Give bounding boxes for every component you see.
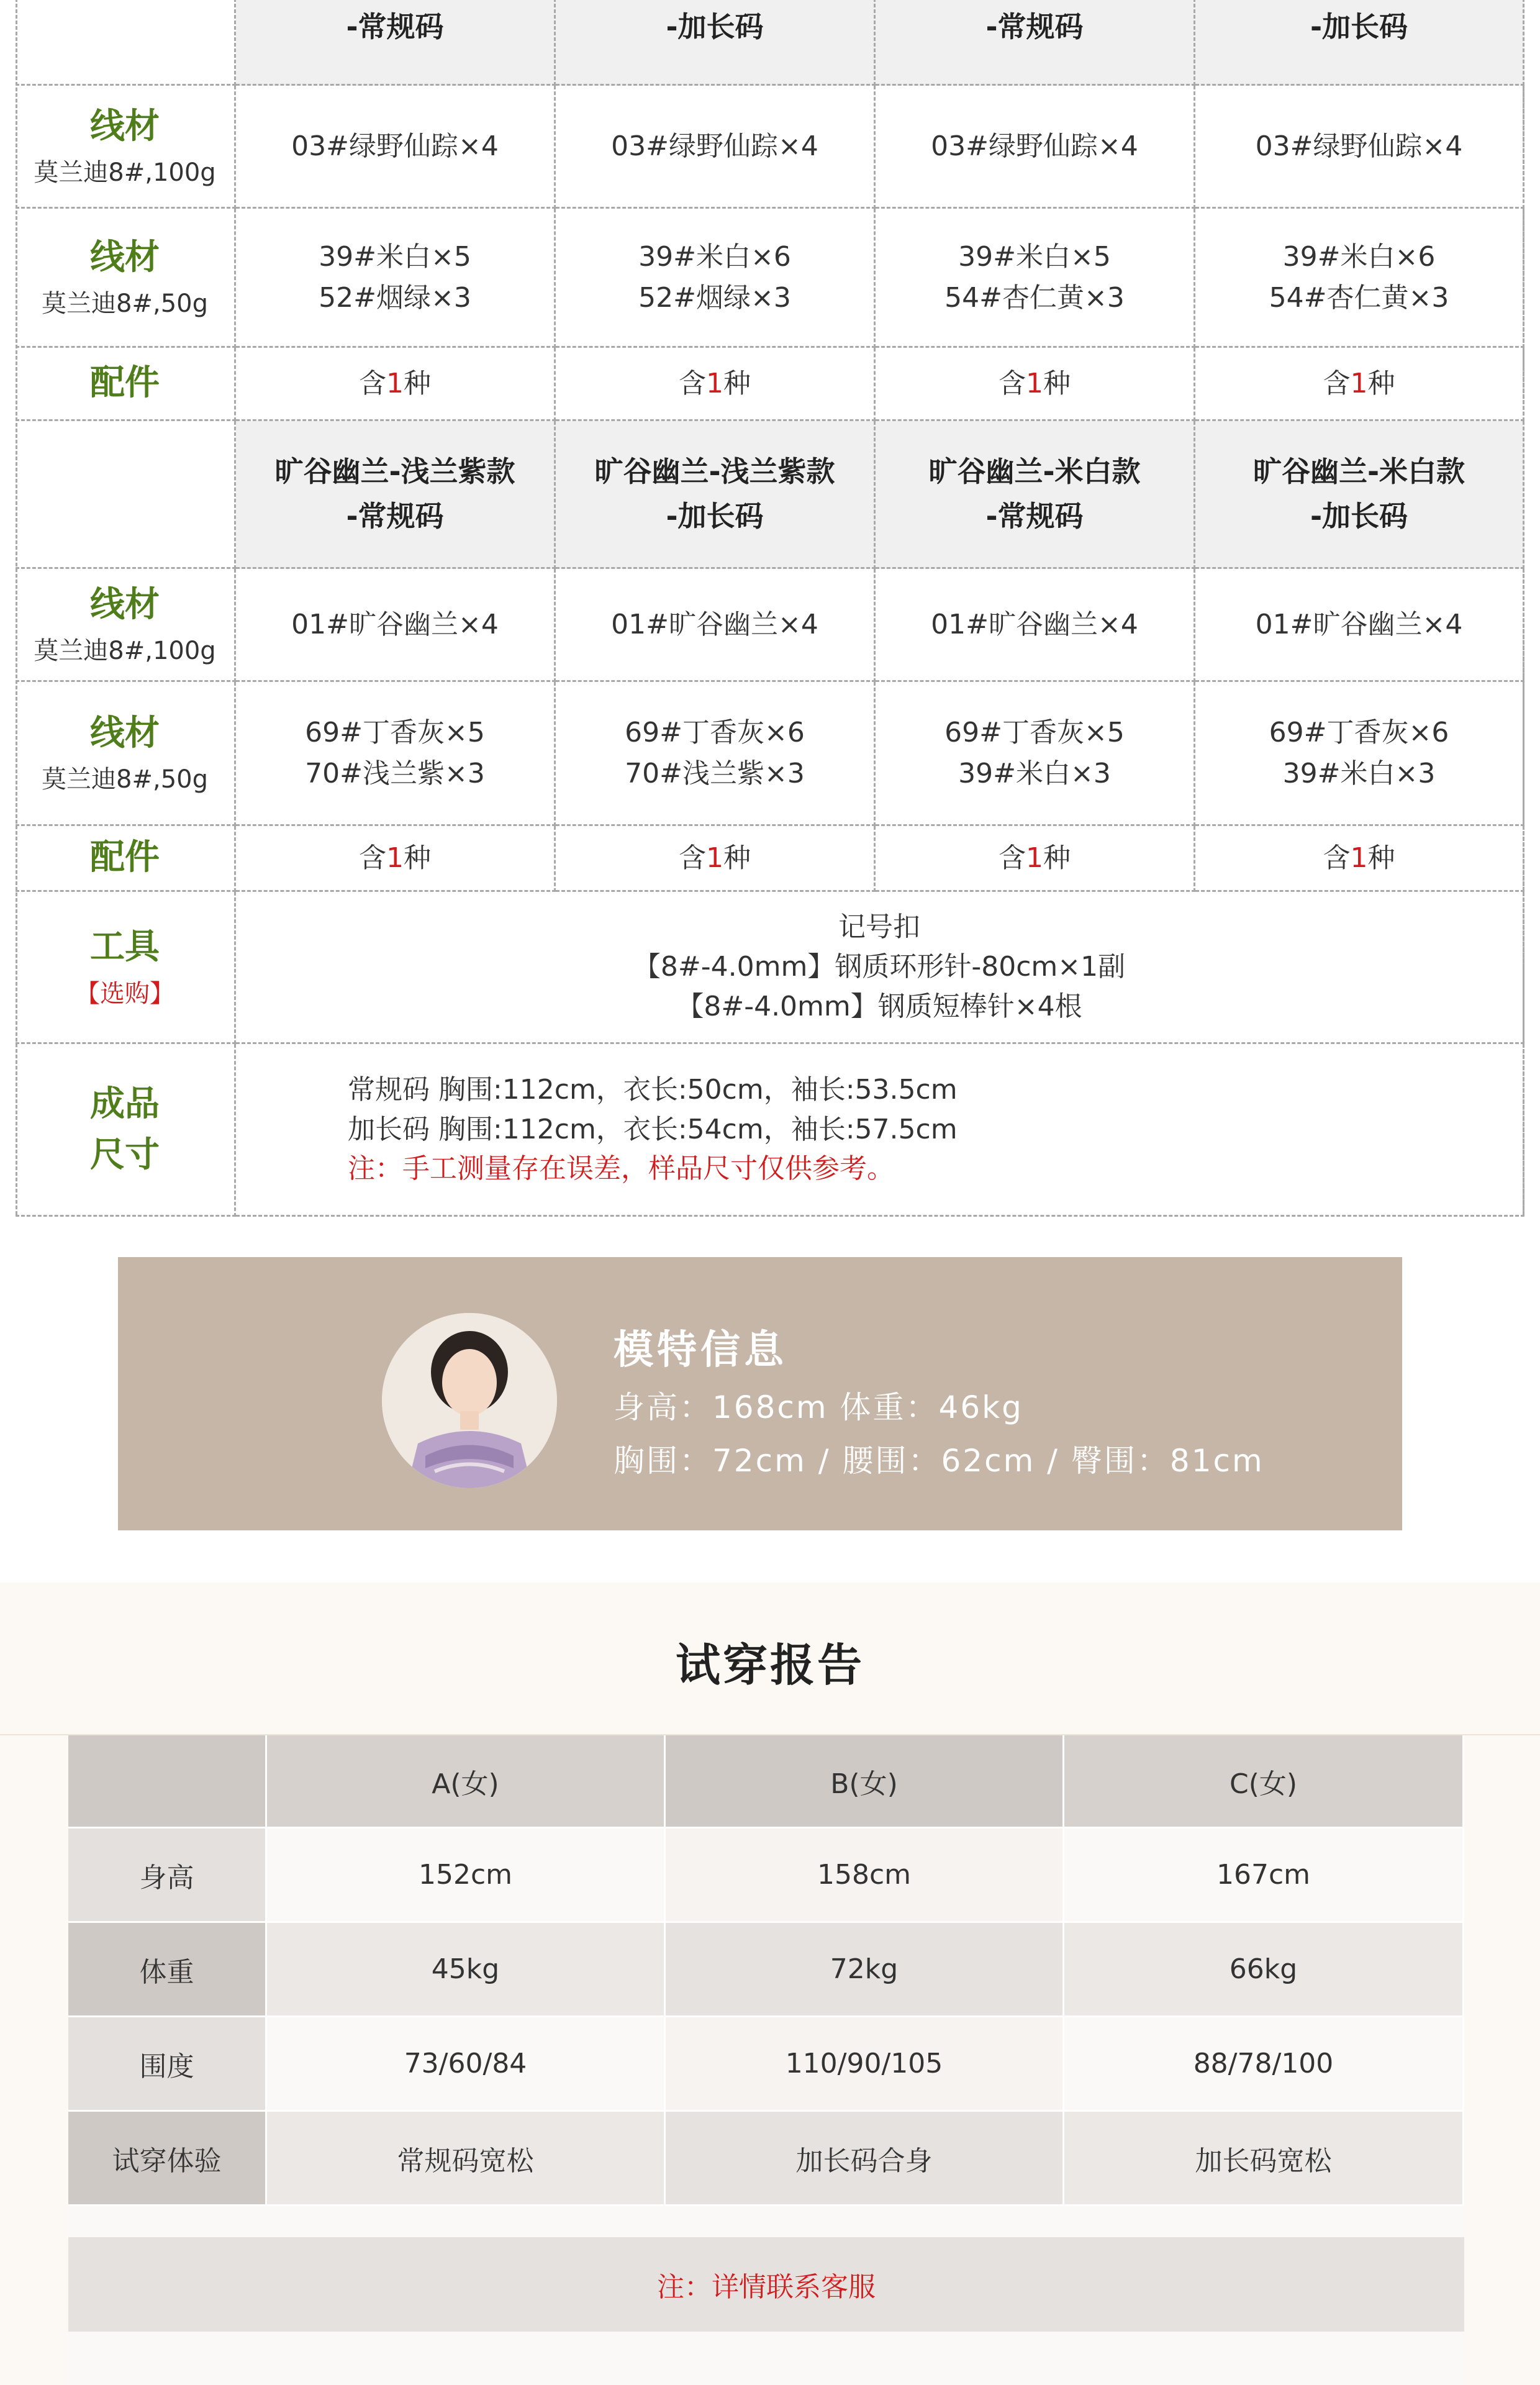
header-corner-bottom <box>16 421 236 569</box>
report-cell-text: 66kg <box>1229 1953 1298 1985</box>
model-info-title: 模特信息 <box>614 1327 787 1373</box>
report-note <box>68 2237 1464 2332</box>
acc-count: 1 <box>1350 842 1368 874</box>
yarn-cell <box>556 682 876 826</box>
row-label-sub: 莫兰迪8#,50g <box>42 289 208 319</box>
acc-count: 1 <box>1026 367 1043 399</box>
report-cell <box>1064 1923 1464 2017</box>
row-label-sub: 莫兰迪8#,100g <box>34 637 216 666</box>
acc-count: 1 <box>386 842 404 874</box>
yarn-cell-text: 39#米白×6 54#杏仁黄×3 <box>1269 240 1449 314</box>
yarn-cell <box>236 86 556 209</box>
variant-header-text: -常规码 <box>346 9 444 43</box>
report-cell-text: 110/90/105 <box>785 2048 943 2079</box>
accessory-text <box>1323 363 1395 404</box>
row-label-main: 线材 <box>90 237 160 278</box>
acc-suffix: 种 <box>404 842 431 874</box>
row-label-yarn <box>16 569 236 682</box>
acc-suffix: 种 <box>1043 842 1071 874</box>
yarn-cell <box>236 682 556 826</box>
variant-header <box>236 421 556 569</box>
acc-count: 1 <box>706 367 723 399</box>
yarn-cell <box>876 209 1195 348</box>
model-info-card <box>118 1257 1402 1530</box>
header-corner-top <box>16 0 236 86</box>
accessory-cell <box>1195 826 1524 892</box>
row-label-main: 成品 尺寸 <box>90 1084 160 1175</box>
acc-prefix: 含 <box>1323 842 1351 874</box>
row-label-tools <box>16 892 236 1044</box>
model-avatar <box>382 1313 557 1488</box>
row-label-main: 工具 <box>90 927 160 968</box>
yarn-cell <box>236 569 556 682</box>
acc-prefix: 含 <box>359 842 386 874</box>
row-label-sub: 莫兰迪8#,100g <box>34 158 216 188</box>
yarn-cell-text: 03#绿野仙踪×4 <box>931 130 1138 162</box>
yarn-cell-text: 03#绿野仙踪×4 <box>1255 130 1463 162</box>
acc-prefix: 含 <box>999 842 1026 874</box>
acc-suffix: 种 <box>723 842 751 874</box>
variant-header-text: 旷谷幽兰-浅兰紫款 -常规码 <box>274 455 515 533</box>
report-col-header <box>267 1735 666 1828</box>
try-on-report <box>0 1583 1540 2385</box>
row-label-yarn <box>16 682 236 826</box>
acc-count: 1 <box>1026 842 1043 874</box>
row-label-yarn <box>16 209 236 348</box>
acc-suffix: 种 <box>1043 367 1071 399</box>
variant-header <box>556 421 876 569</box>
accessory-cell <box>236 826 556 892</box>
accessory-cell <box>236 348 556 421</box>
row-label-main: 线材 <box>90 584 160 625</box>
yarn-cell-text: 69#丁香灰×6 70#浅兰紫×3 <box>625 716 805 789</box>
report-cell-text: 158cm <box>817 1859 912 1891</box>
report-row-label <box>68 1923 267 2017</box>
acc-count: 1 <box>386 367 404 399</box>
report-col-header <box>68 1735 267 1828</box>
report-col-header-text: A(女) <box>432 1768 499 1800</box>
row-label-sub: 莫兰迪8#,50g <box>42 765 208 794</box>
report-bottom-fill <box>68 2332 1464 2385</box>
report-cell-text: 73/60/84 <box>404 2048 527 2079</box>
report-cell-text: 加长码宽松 <box>1195 2145 1332 2177</box>
report-note-text: 注：详情联系客服 <box>657 2271 876 2303</box>
yarn-cell <box>876 86 1195 209</box>
variant-header-text: -常规码 <box>985 9 1084 43</box>
acc-suffix: 种 <box>404 367 431 399</box>
row-label-optional: 【选购】 <box>75 979 174 1008</box>
report-col-header <box>1064 1735 1464 1828</box>
yarn-cell <box>1195 86 1524 209</box>
accessory-cell <box>556 348 876 421</box>
row-label-size <box>16 1044 236 1217</box>
report-cell-text: 152cm <box>418 1859 513 1891</box>
variant-header <box>876 421 1195 569</box>
report-cell <box>666 1828 1064 1923</box>
variant-header-text: 旷谷幽兰-浅兰紫款 -加长码 <box>594 455 835 533</box>
model-measurements: 胸围：72cm / 腰围：62cm / 臀围：81cm <box>614 1443 1264 1479</box>
tool-line: 【8#-4.0mm】钢质环形针-80cm×1副 <box>633 951 1126 983</box>
acc-count: 1 <box>706 842 723 874</box>
variant-header <box>556 0 876 86</box>
yarn-cell-text: 03#绿野仙踪×4 <box>291 130 499 162</box>
report-cell-text: 45kg <box>431 1953 500 1985</box>
yarn-cell <box>876 569 1195 682</box>
report-cell <box>1064 1828 1464 1923</box>
row-label-accessories <box>16 826 236 892</box>
yarn-cell <box>556 209 876 348</box>
variant-header-text: -加长码 <box>666 9 764 43</box>
tool-line: 【8#-4.0mm】钢质短棒针×4根 <box>676 990 1082 1022</box>
acc-prefix: 含 <box>1323 367 1351 399</box>
accessory-text <box>359 363 431 404</box>
yarn-cell-text: 01#旷谷幽兰×4 <box>1255 608 1463 640</box>
tool-line: 记号扣 <box>838 911 920 943</box>
variant-header <box>876 0 1195 86</box>
yarn-cell <box>556 569 876 682</box>
yarn-cell-text: 01#旷谷幽兰×4 <box>931 608 1138 640</box>
report-cell <box>267 1828 666 1923</box>
variant-header <box>236 0 556 86</box>
acc-prefix: 含 <box>999 367 1026 399</box>
acc-count: 1 <box>1350 367 1368 399</box>
accessory-cell <box>1195 348 1524 421</box>
accessory-text <box>679 363 751 404</box>
report-cell-text: 72kg <box>830 1953 899 1985</box>
yarn-cell-text: 69#丁香灰×5 70#浅兰紫×3 <box>305 716 485 789</box>
yarn-cell-text: 39#米白×5 54#杏仁黄×3 <box>944 240 1125 314</box>
size-line: 常规码 胸围:112cm，衣长:50cm，袖长:53.5cm <box>348 1073 958 1106</box>
accessory-text <box>999 363 1071 404</box>
variant-header <box>1195 0 1524 86</box>
model-height-weight: 身高：168cm 体重：46kg <box>614 1389 1023 1425</box>
report-row-label-text: 试穿体验 <box>112 2145 222 2177</box>
report-cell <box>267 2112 666 2206</box>
yarn-cell-text: 69#丁香灰×5 39#米白×3 <box>944 716 1125 789</box>
report-row-label <box>68 1828 267 1923</box>
variant-header-text: 旷谷幽兰-米白款 -常规码 <box>928 455 1141 533</box>
accessory-text <box>359 838 431 879</box>
yarn-cell <box>556 86 876 209</box>
variant-header-text: 旷谷幽兰-米白款 -加长码 <box>1252 455 1465 533</box>
report-col-header <box>666 1735 1064 1828</box>
accessory-cell <box>876 826 1195 892</box>
yarn-cell-text: 01#旷谷幽兰×4 <box>611 608 818 640</box>
report-cell <box>267 1923 666 2017</box>
report-row-label-text: 体重 <box>139 1956 194 1988</box>
report-cell-text: 加长码合身 <box>795 2145 933 2177</box>
report-col-header-text: C(女) <box>1229 1768 1298 1800</box>
yarn-cell-text: 69#丁香灰×6 39#米白×3 <box>1269 716 1449 789</box>
size-note: 注：手工测量存在误差，样品尺寸仅供参考。 <box>348 1153 894 1185</box>
acc-suffix: 种 <box>1367 367 1395 399</box>
acc-prefix: 含 <box>679 842 706 874</box>
acc-prefix: 含 <box>359 367 386 399</box>
variant-header <box>1195 421 1524 569</box>
accessory-cell <box>556 826 876 892</box>
report-col-header-text: B(女) <box>830 1768 898 1800</box>
accessory-text <box>679 838 751 879</box>
tools-cell <box>236 892 1524 1044</box>
yarn-cell <box>1195 569 1524 682</box>
row-label-accessories <box>16 348 236 421</box>
yarn-cell-text: 01#旷谷幽兰×4 <box>291 608 499 640</box>
yarn-cell-text: 39#米白×5 52#烟绿×3 <box>319 240 471 314</box>
report-row-label-text: 围度 <box>139 2050 194 2083</box>
acc-suffix: 种 <box>1367 842 1395 874</box>
report-cell <box>267 2017 666 2112</box>
report-cell <box>666 2017 1064 2112</box>
size-line: 加长码 胸围:112cm，衣长:54cm，袖长:57.5cm <box>348 1113 958 1145</box>
accessory-cell <box>876 348 1195 421</box>
accessory-text <box>1323 838 1395 879</box>
yarn-cell-text: 03#绿野仙踪×4 <box>611 130 818 162</box>
report-row-label-text: 身高 <box>139 1861 194 1894</box>
report-row-label <box>68 2017 267 2112</box>
report-cell <box>1064 2017 1464 2112</box>
yarn-cell <box>1195 682 1524 826</box>
report-row-label <box>68 2112 267 2206</box>
report-cell-text: 88/78/100 <box>1193 2048 1334 2079</box>
row-label-main: 配件 <box>90 363 160 404</box>
size-cell <box>236 1044 1524 1217</box>
accessory-text <box>999 838 1071 879</box>
report-spacer <box>68 2206 1464 2237</box>
row-label-main: 配件 <box>90 837 160 878</box>
yarn-cell <box>876 682 1195 826</box>
report-cell <box>666 1923 1064 2017</box>
row-label-main: 线材 <box>90 712 160 753</box>
report-cell-text: 167cm <box>1216 1859 1311 1891</box>
report-title: 试穿报告 <box>675 1639 864 1691</box>
acc-suffix: 种 <box>723 367 751 399</box>
yarn-cell <box>236 209 556 348</box>
variant-header-text: -加长码 <box>1310 9 1408 43</box>
yarn-cell <box>1195 209 1524 348</box>
acc-prefix: 含 <box>679 367 706 399</box>
report-cell <box>666 2112 1064 2206</box>
report-cell <box>1064 2112 1464 2206</box>
yarn-cell-text: 39#米白×6 52#烟绿×3 <box>638 240 791 314</box>
model-portrait-icon <box>382 1313 557 1488</box>
row-label-yarn <box>16 86 236 209</box>
row-label-main: 线材 <box>90 106 160 147</box>
report-cell-text: 常规码宽松 <box>397 2145 534 2177</box>
